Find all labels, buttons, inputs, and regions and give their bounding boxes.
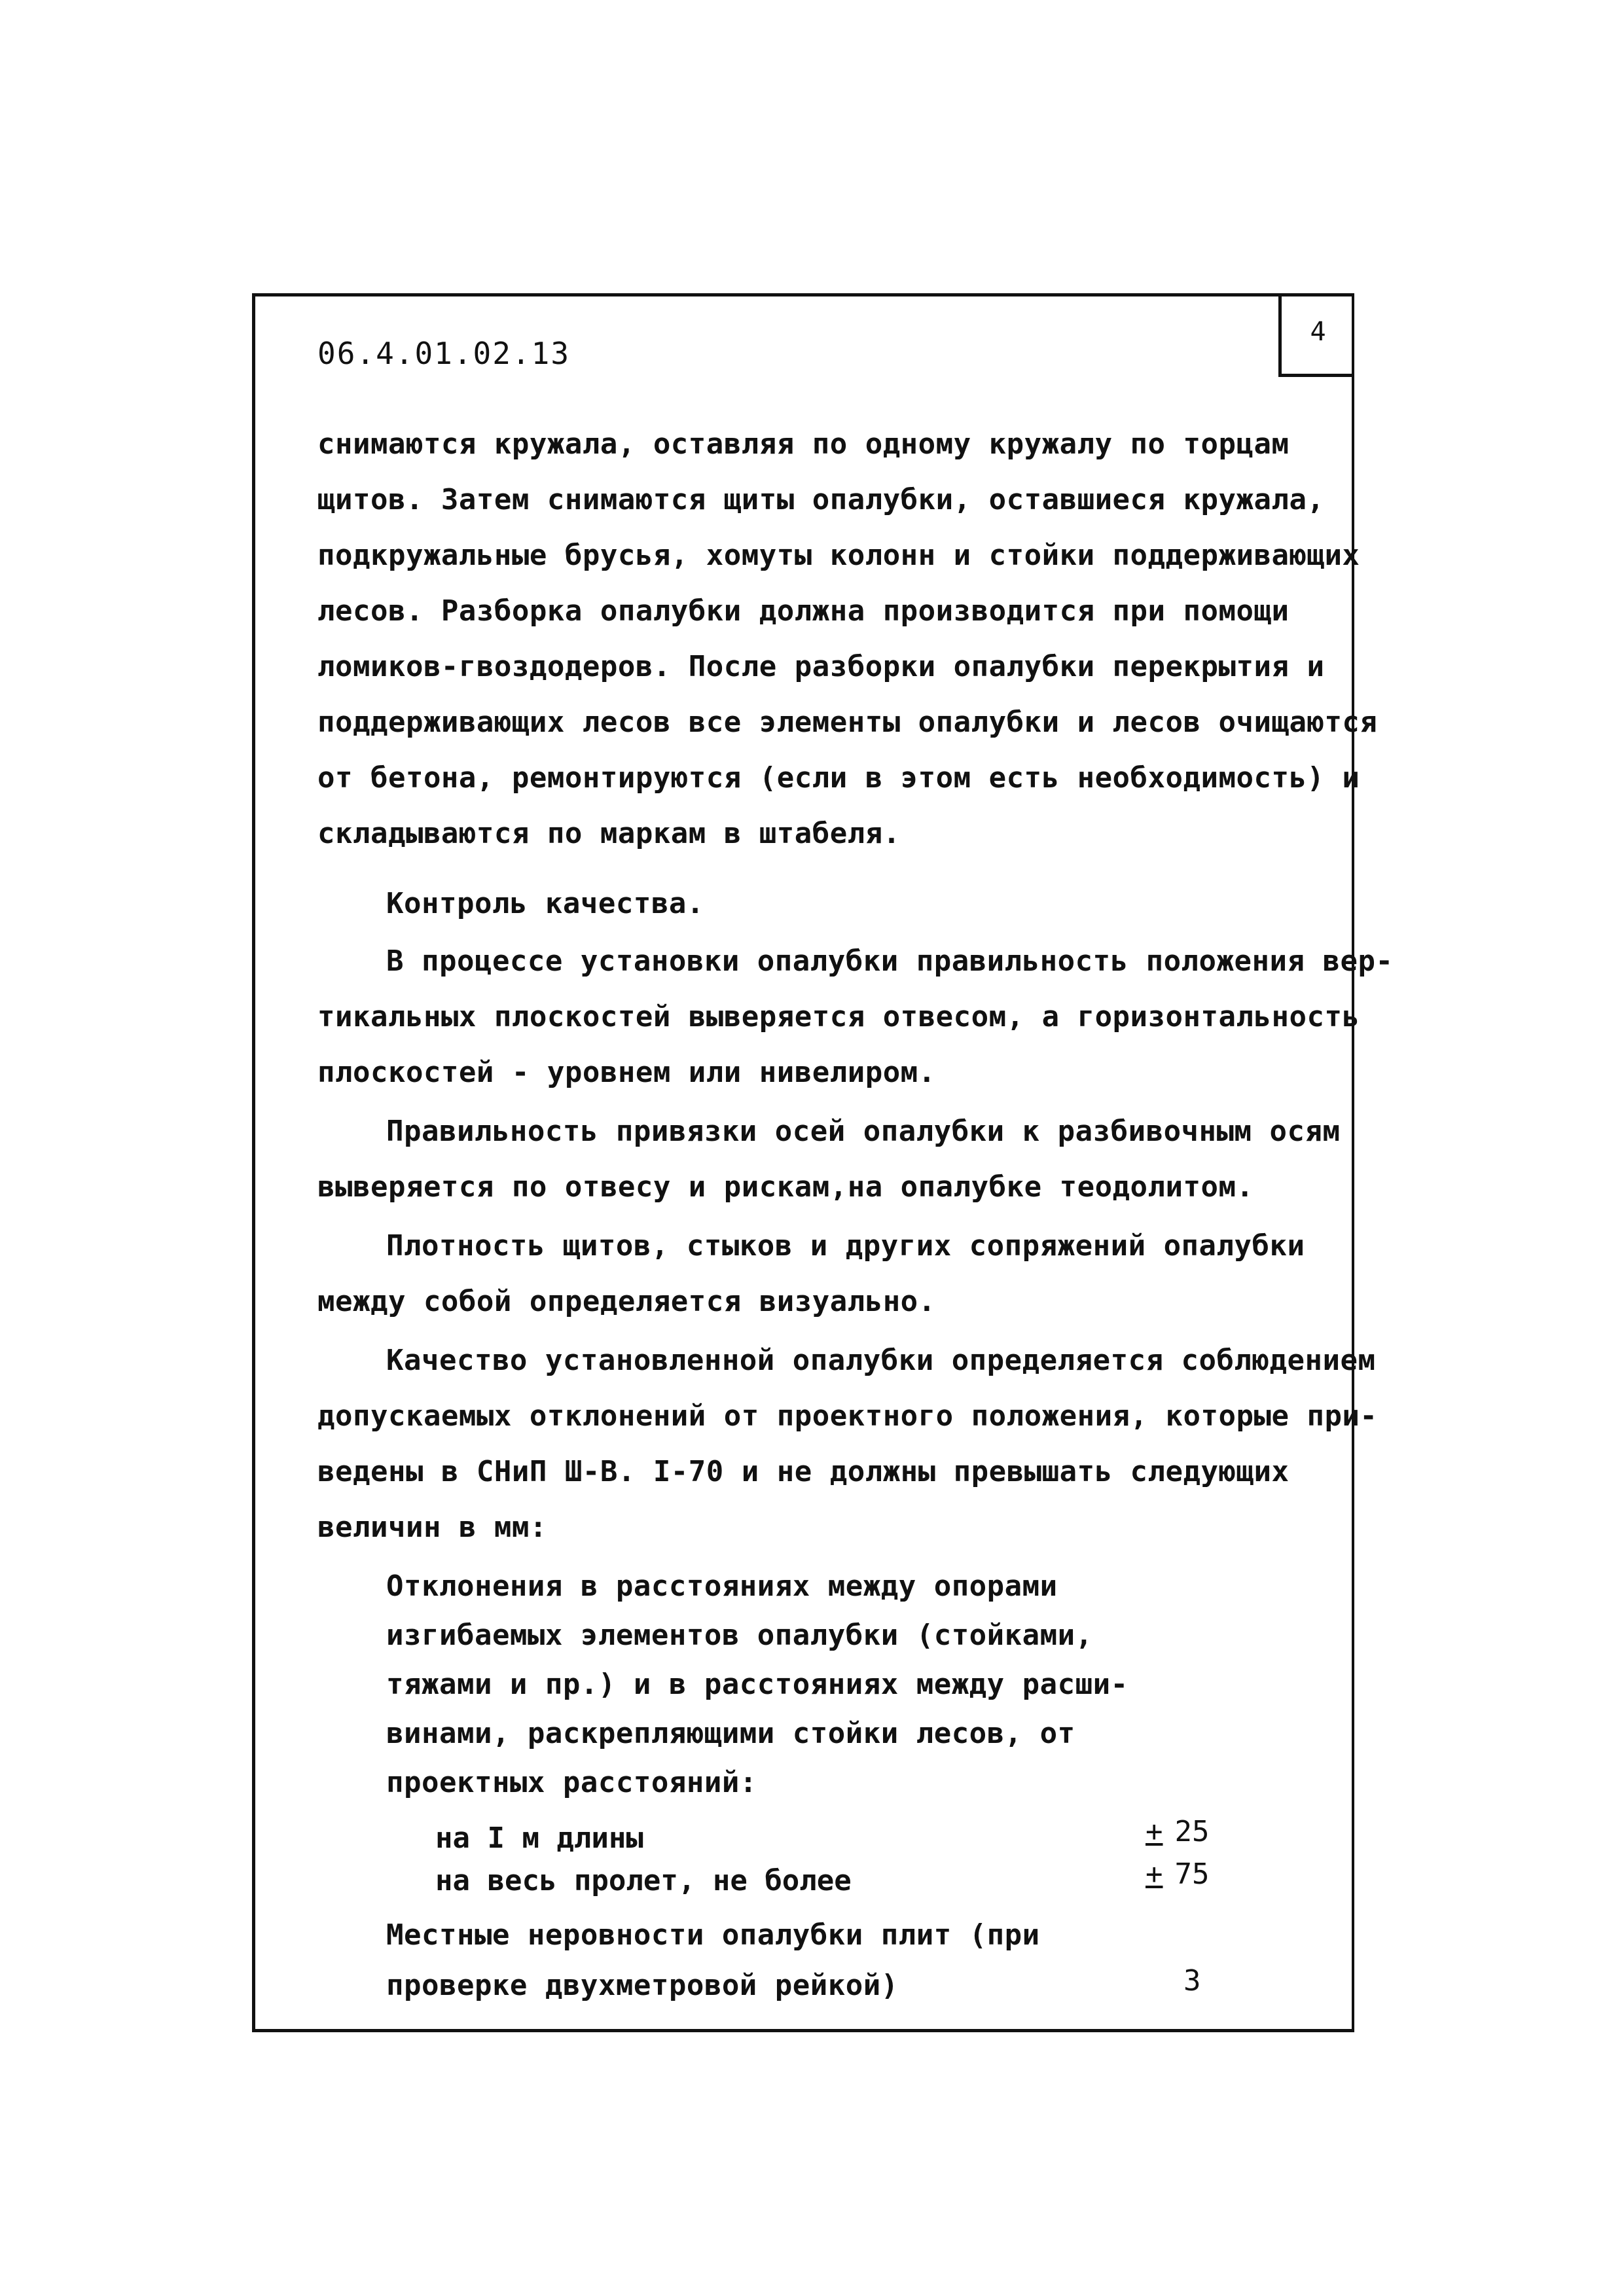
text-line: складываются по маркам в штабеля. [317,817,901,850]
tolerance-text-line: изгибаемых элементов опалубки (стойками, [386,1619,1093,1652]
tolerance-text-line: Местные неровности опалубки плит (при [386,1918,1040,1952]
tolerance-text-line: проверке двухметровой рейкой) [386,1969,899,2002]
text-line: допускаемых отклонений от проектного положения, которые при- [317,1399,1378,1433]
text-line: ломиков-гвоздодеров. После разборки опалубки перекрытия и [317,650,1325,683]
text-line: поддерживающих лесов все элементы опалубки и лесов очищаются [317,706,1378,739]
tolerance-value: 3 [1183,1964,1201,1998]
tolerance-row-value [1146,1857,1209,1891]
tolerance-text-line: Отклонения в расстояниях между опорами [386,1570,1058,1603]
text-line: Плотность щитов, стыков и других сопряжений опалубки [386,1229,1305,1263]
text-line: В процессе установки опалубки правильность положения вер- [386,944,1394,978]
text-line: Правильность привязки осей опалубки к разбивочным осям [386,1115,1341,1148]
text-line: подкружальные брусья, хомуты колонн и стойки поддерживающих [317,539,1360,572]
tolerance-value: 75 [1174,1857,1210,1891]
page-number: 4 [1278,293,1354,377]
document-code: 06.4.01.02.13 [317,336,571,371]
tolerance-row-value [1146,1815,1209,1848]
plus-minus-sign: + [1146,1857,1163,1891]
section-title: Контроль качества. [386,887,704,920]
text-line: лесов. Разборка опалубки должна производится при помощи [317,594,1290,628]
text-line: величин в мм: [317,1511,547,1544]
text-line: снимаются кружала, оставляя по одному кружалу по торцам [317,427,1290,461]
text-line: выверяется по отвесу и рискам,на опалубке теодолитом. [317,1170,1254,1204]
tolerance-row-label: на весь пролет, не более [435,1864,852,1897]
text-line: плоскостей - уровнем или нивелиром. [317,1056,936,1089]
tolerance-text-line: винами, раскрепляющими стойки лесов, от [386,1717,1075,1750]
plus-minus-sign: + [1146,1815,1163,1848]
document-frame [252,293,1394,2032]
text-line: Качество установленной опалубки определяется соблюдением [386,1344,1376,1377]
tolerance-value: 25 [1174,1815,1210,1848]
text-line: щитов. Затем снимаются щиты опалубки, оставшиеся кружала, [317,483,1325,516]
tolerance-text-line: тяжами и пр.) и в расстояниях между расши- [386,1668,1128,1701]
tolerance-row-label: на I м длины [435,1821,643,1855]
tolerance-text-line: проектных расстояний: [386,1766,757,1799]
text-line: тикальных плоскостей выверяется отвесом, а горизонтальность [317,1000,1360,1033]
text-line: ведены в СНиП Ш-В. I-70 и не должны превышать следующих [317,1455,1290,1488]
text-line: от бетона, ремонтируются (если в этом есть необходимость) и [317,761,1360,795]
text-line: между собой определяется визуально. [317,1285,936,1318]
